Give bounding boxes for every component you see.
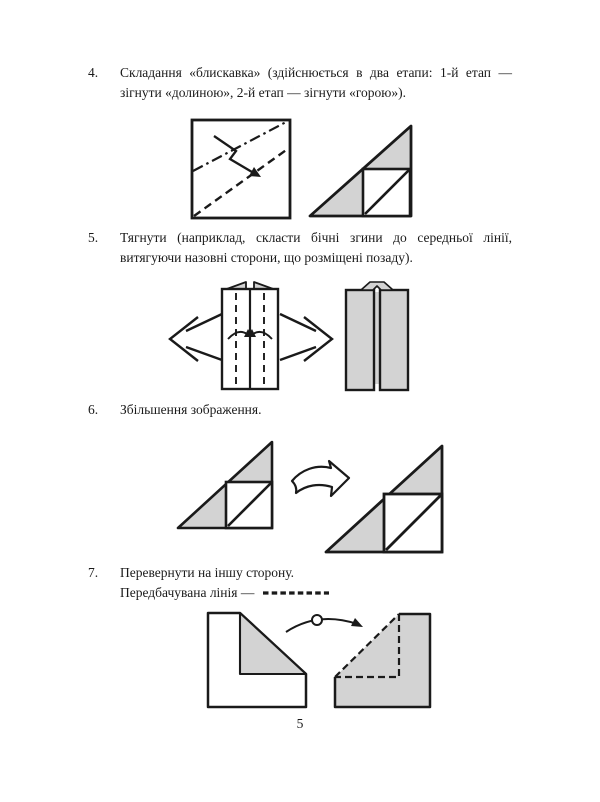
top-flap	[361, 282, 393, 290]
item-6-line-1: Збільшення зображення.	[120, 402, 262, 417]
dashed-line-sample	[261, 588, 331, 598]
item-number: 5.	[88, 230, 99, 245]
zoom-in-figure	[150, 435, 465, 558]
flip-over-figure	[205, 605, 437, 717]
item-5-line-1: Тягнути (наприклад, скласти бічні згини до середньої лінії,	[120, 230, 512, 245]
page-number: 5	[296, 716, 304, 731]
list-item-6	[88, 400, 512, 420]
paper-square	[192, 120, 290, 218]
flip-result-figure	[335, 614, 430, 707]
item-text	[120, 63, 512, 103]
item-4-line-1: Складання «блискавка» (здійснюється в два етапи: 1-й етап —	[120, 65, 512, 80]
item-7-line-2-text: Передбачувана лінія —	[120, 585, 255, 600]
list-item-5	[88, 228, 512, 268]
item-7-line-2	[120, 583, 512, 603]
item-number: 4.	[88, 65, 99, 80]
item-number: 6.	[88, 402, 99, 417]
list-item-4	[88, 63, 512, 103]
large-triangle-figure	[326, 446, 442, 552]
item-5-line-2: витягуючи назовні сторони, що розміщені позаду).	[120, 250, 413, 265]
item-4-line-2: зігнути «долиною», 2-й етап — зігнути «горою»).	[120, 85, 406, 100]
item-text	[120, 400, 512, 420]
pulled-result-figure	[346, 282, 408, 390]
flip-arrow-icon	[286, 615, 363, 632]
item-text	[120, 563, 512, 603]
list-item-7	[88, 563, 512, 603]
curved-outline-arrow-icon	[292, 461, 349, 496]
item-7-line-1: Перевернути на іншу сторону.	[120, 565, 295, 580]
small-triangle-figure	[178, 442, 272, 528]
outline-arrow-right-icon	[280, 314, 332, 361]
folded-triangle-figure	[310, 126, 411, 216]
flip-source-figure	[208, 613, 306, 707]
item-number: 7.	[88, 565, 99, 580]
item-text	[120, 228, 512, 268]
pull-diagram	[165, 278, 416, 402]
zigzag-fold-figure	[185, 115, 425, 227]
outline-arrow-left-icon	[170, 314, 222, 361]
